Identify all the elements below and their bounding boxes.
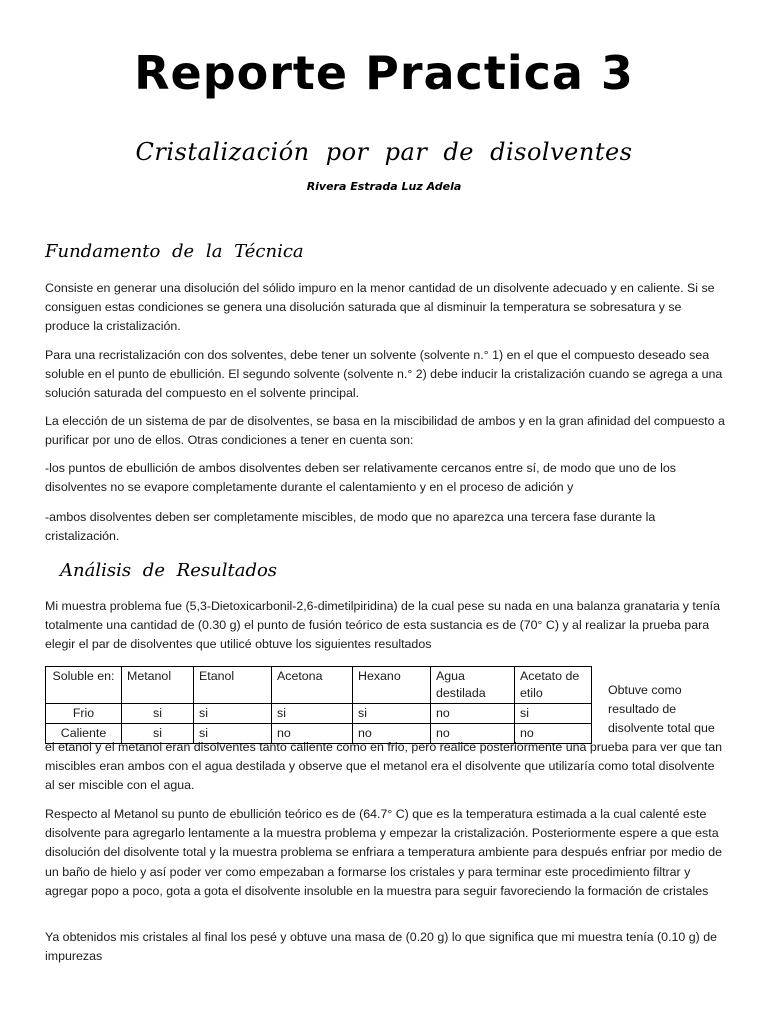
table-cell: si <box>272 704 353 724</box>
table-cell: si <box>194 724 272 744</box>
author-name: Rivera Estrada Luz Adela <box>306 180 462 193</box>
paragraph-analisis-1: el etanol y el metanol eran disolventes tanto caliente como en frio, pero realice posteriormente una prueba para ver que tan miscibles eran ambos con el agua destilada y observe que el metanol era el disolvente que utilizaría como total disolvente al ser miscible con el agua. <box>45 740 723 793</box>
table-row-label: Frio <box>46 704 122 724</box>
table-cell: no <box>272 724 353 744</box>
table-header-cell: Hexano <box>353 667 431 704</box>
page-subtitle: Cristalización por par de disolventes <box>135 138 633 166</box>
table-cell: no <box>431 704 515 724</box>
table-row-label: Caliente <box>46 724 122 744</box>
paragraph-fundamento-1: Consiste en generar una disolución del sólido impuro en la menor cantidad de un disolvente adecuado y en caliente. Si se consiguen estas condiciones se genera una disolución saturada que al disminuir la temperatura se sobresatura y se produce la cristalización. <box>45 281 715 334</box>
paragraph-analisis-2: Respecto al Metanol su punto de ebullición teórico es de (64.7° C) que es la temperatura estimada a la cual calenté este disolvente para agregarlo lentamente a la muestra problema y empezar la cristalización. Posteriormente espere a que esta disolución del disolvente total y la muestra problema se enfriara a temperatura ambiente para después enfriar por medio de un baño de hielo y así poder ver como empezaban a formarse los cristales y para terminar este procedimiento filtrar y agregar popo a poco, gota a gota el disolvente insoluble en la muestra para seguir favoreciendo la formación de cristales <box>45 807 723 898</box>
table-cell: no <box>431 724 515 744</box>
table-header-cell: Acetona <box>272 667 353 704</box>
paragraph-fundamento-2: Para una recristalización con dos solventes, debe tener un solvente (solvente n.° 1) en el que el compuesto deseado sea soluble en el punto de ebullición. El segundo solvente (solvente n.° 2) debe inducir la cristalización cuando se agrega a una solución saturada del compuesto en el solvente principal. <box>45 348 723 401</box>
table-cell: si <box>353 704 431 724</box>
table-header-cell: Acetato de etilo <box>515 667 592 704</box>
section-heading-analisis: Análisis de Resultados <box>60 560 278 581</box>
paragraph-analisis-intro: Mi muestra problema fue (5,3-Dietoxicarbonil-2,6-dimetilpiridina) de la cual pese su nada en una balanza granataria y tenía totalmente una cantidad de (0.30 g) el punto de fusión teórico de esta sustancia es de (70° C) y al realizar la prueba para elegir el par de disolventes que utilicé obtuve los siguientes resultados <box>45 599 720 652</box>
table-cell: si <box>194 704 272 724</box>
table-header-cell: Metanol <box>122 667 194 704</box>
table-side-note: Obtuve como resultado de disolvente total que <box>608 683 715 736</box>
table-header-cell: Etanol <box>194 667 272 704</box>
table-header-row <box>46 667 592 704</box>
solubility-table <box>45 666 592 744</box>
table-cell: si <box>122 704 194 724</box>
table-header-cell: Agua destilada <box>431 667 515 704</box>
table-row <box>46 704 592 724</box>
table-cell: si <box>122 724 194 744</box>
paragraph-fundamento-5: -ambos disolventes deben ser completamente miscibles, de modo que no aparezca una tercera fase durante la cristalización. <box>45 510 656 544</box>
table-cell: si <box>515 704 592 724</box>
section-heading-fundamento: Fundamento de la Técnica <box>45 241 304 262</box>
page-title: Reporte Practica 3 <box>134 46 634 100</box>
table-cell: no <box>353 724 431 744</box>
paragraph-analisis-3: Ya obtenidos mis cristales al final los pesé y obtuve una masa de (0.20 g) lo que significa que mi muestra tenía (0.10 g) de impurezas <box>45 930 717 964</box>
paragraph-fundamento-4: -los puntos de ebullición de ambos disolventes deben ser relativamente cercanos entre sí, de modo que uno de los disolventes no se evapore completamente durante el calentamiento y en el proceso de adición y <box>45 461 676 495</box>
paragraph-fundamento-3: La elección de un sistema de par de disolventes, se basa en la miscibilidad de ambos y en la gran afinidad del compuesto a purificar por uno de ellos. Otras condiciones a tener en cuenta son: <box>45 414 725 448</box>
table-header-cell: Soluble en: <box>46 667 122 704</box>
table-cell: no <box>515 724 592 744</box>
